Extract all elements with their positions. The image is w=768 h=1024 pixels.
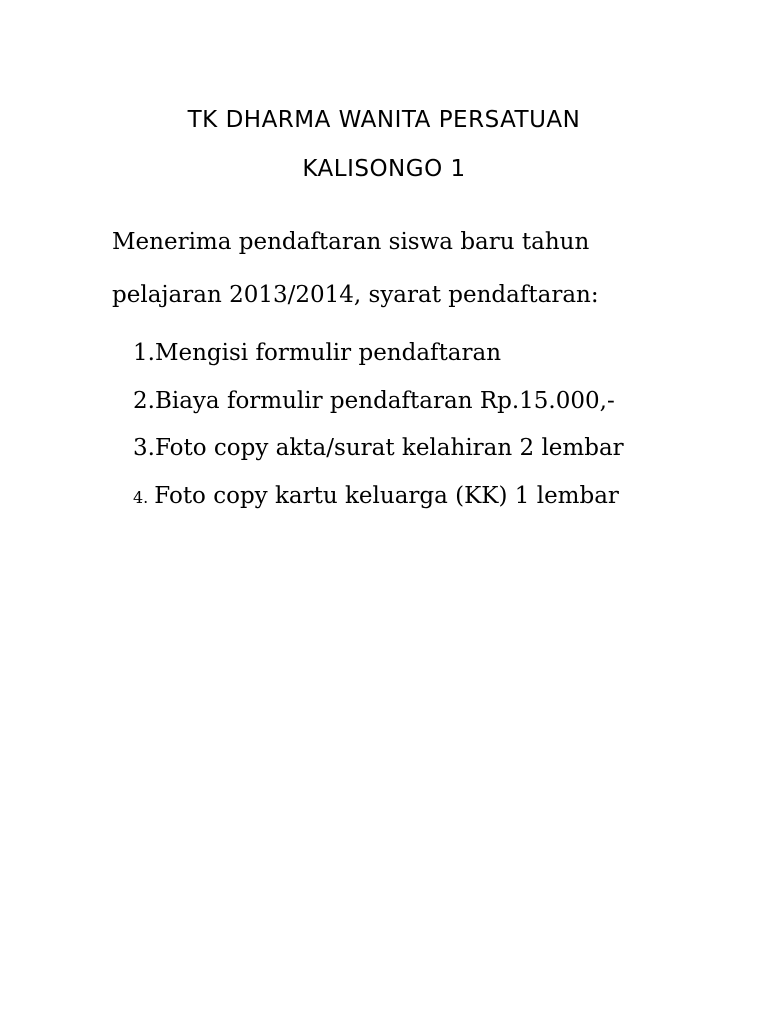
requirement-number: 3. [133,435,155,461]
requirement-number: 4. [133,487,149,507]
requirement-text: Foto copy kartu keluarga (KK) 1 lembar [154,482,619,509]
requirement-item [133,340,624,388]
intro-text-line-2: pelajaran 2013/2014, syarat pendaftaran: [112,282,599,308]
requirement-text: Biaya formulir pendaftaran Rp.15.000,- [154,387,615,414]
intro-text-line-1: Menerima pendaftaran siswa baru tahun [112,229,590,255]
requirement-number: 2. [133,387,155,414]
requirement-text: Foto copy akta/surat kelahiran 2 lembar [154,435,624,461]
document-title-line-2: KALISONGO 1 [302,156,466,182]
requirement-item [133,483,624,531]
requirement-text: Mengisi formulir pendaftaran [154,340,502,366]
document-title-line-1: TK DHARMA WANITA PERSATUAN [187,107,581,133]
requirements-list [133,340,624,530]
requirement-item [133,388,624,436]
requirement-number: 1. [133,340,155,366]
requirement-item [133,435,624,483]
